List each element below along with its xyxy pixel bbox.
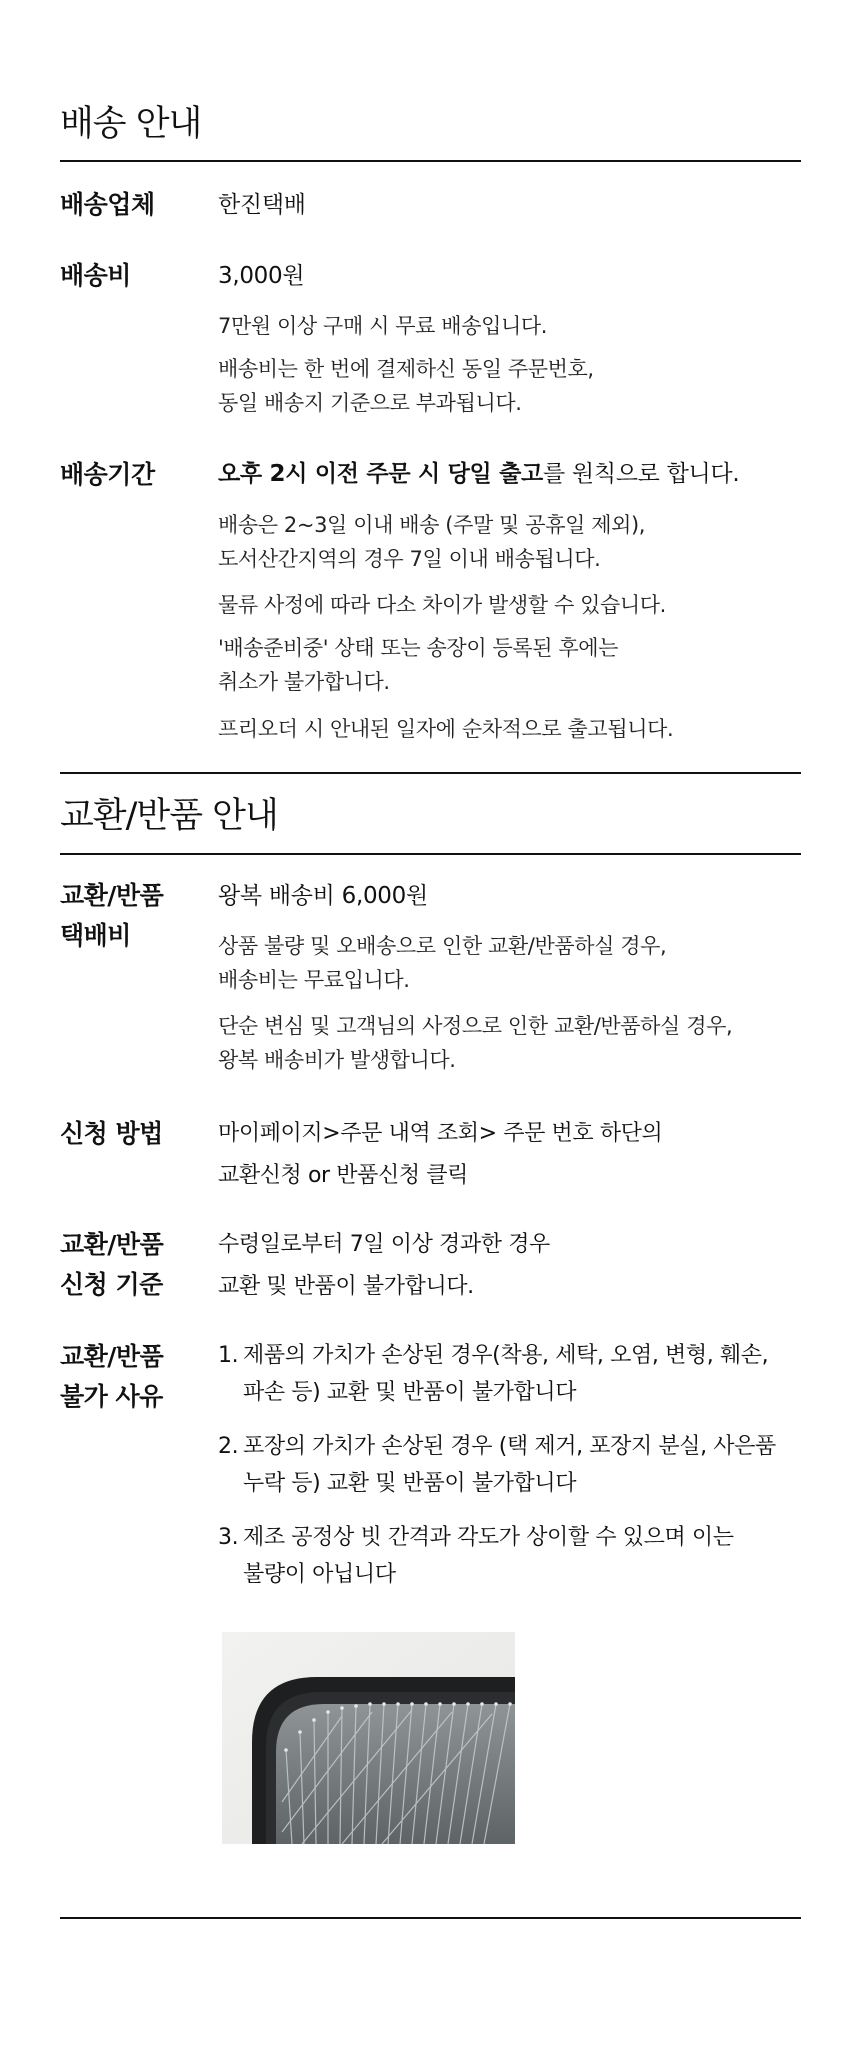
shipping-fee-note: 7만원 이상 구매 시 무료 배송입니다. xyxy=(218,314,548,338)
return-restriction-list xyxy=(218,1337,776,1610)
shipping-period-note: 프리오더 시 안내된 일자에 순차적으로 출고됩니다. xyxy=(218,717,674,741)
section-divider xyxy=(60,772,801,774)
return-fee-label: 교환/반품 택배비 xyxy=(60,881,164,950)
carrier-label: 배송업체 xyxy=(60,190,155,219)
shipping-period-value: 오후 2시 이전 주문 시 당일 출고를 원칙으로 합니다. xyxy=(218,461,740,487)
shipping-period-label: 배송기간 xyxy=(60,460,155,489)
section-divider xyxy=(60,853,801,855)
list-item: 1. 제품의 가치가 손상된 경우(착용, 세탁, 오염, 변형, 훼손, 파손 등) 교환 및 반품이 불가합니다 xyxy=(218,1343,769,1405)
return-criteria-label: 교환/반품 신청 기준 xyxy=(60,1230,164,1299)
brush-detail-photo xyxy=(222,1632,515,1844)
returns-section-title: 교환/반품 안내 xyxy=(60,796,278,836)
carrier-value: 한진택배 xyxy=(218,192,306,218)
same-day-dispatch-emphasis: 오후 2시 이전 주문 시 당일 출고 xyxy=(218,461,543,487)
return-method-label: 신청 방법 xyxy=(60,1119,163,1148)
return-fee-note: 단순 변심 및 고객님의 사정으로 인한 교환/반품하실 경우, 왕복 배송비가 발생합니다. xyxy=(218,1014,733,1072)
shipping-fee-value: 3,000원 xyxy=(218,263,305,289)
shipping-fee-label: 배송비 xyxy=(60,261,131,290)
shipping-period-note: '배송준비중' 상태 또는 송장이 등록된 후에는 취소가 불가합니다. xyxy=(218,636,619,694)
shipping-period-note: 배송은 2~3일 이내 배송 (주말 및 공휴일 제외), 도서산간지역의 경우 7일 이내 배송됩니다. xyxy=(218,513,646,571)
return-fee-note: 상품 불량 및 오배송으로 인한 교환/반품하실 경우, 배송비는 무료입니다. xyxy=(218,934,667,992)
section-divider xyxy=(60,1917,801,1919)
return-fee-value: 왕복 배송비 6,000원 xyxy=(218,883,428,909)
return-criteria-text: 수령일로부터 7일 이상 경과한 경우 교환 및 반품이 불가합니다. xyxy=(218,1232,550,1299)
shipping-fee-note: 배송비는 한 번에 결제하신 동일 주문번호, 동일 배송지 기준으로 부과됩니다. xyxy=(218,357,594,415)
list-item: 2. 포장의 가치가 손상된 경우 (택 제거, 포장지 분실, 사은품 누락 등) 교환 및 반품이 불가합니다 xyxy=(218,1434,776,1496)
section-divider xyxy=(60,160,801,162)
shipping-period-note: 물류 사정에 따라 다소 차이가 발생할 수 있습니다. xyxy=(218,593,666,617)
return-restriction-label: 교환/반품 불가 사유 xyxy=(60,1342,164,1411)
shipping-section-title: 배송 안내 xyxy=(60,104,202,144)
list-item: 3. 제조 공정상 빗 간격과 각도가 상이할 수 있으며 이는 불량이 아닙니다 xyxy=(218,1525,734,1587)
return-method-text: 마이페이지>주문 내역 조회> 주문 번호 하단의 교환신청 or 반품신청 클릭 xyxy=(218,1121,663,1188)
